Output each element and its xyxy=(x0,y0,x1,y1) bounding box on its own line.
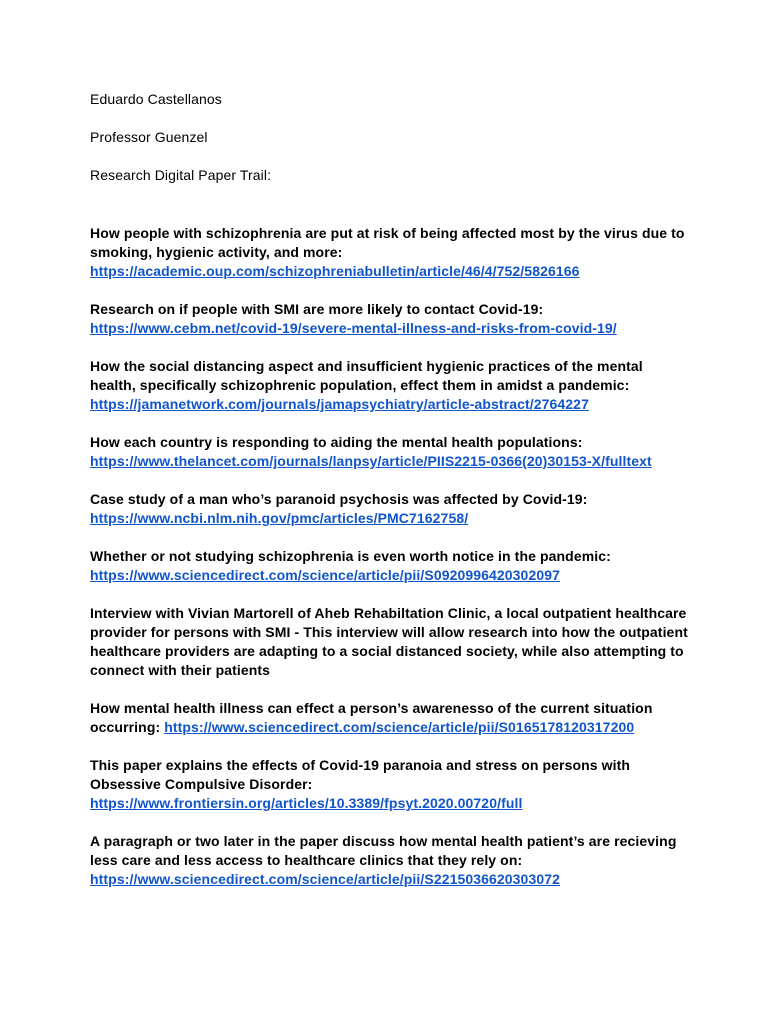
professor-name: Professor Guenzel xyxy=(90,129,208,145)
reference-entry xyxy=(90,357,690,414)
document-page xyxy=(90,90,690,908)
author-name: Eduardo Castellanos xyxy=(90,91,222,107)
reference-description: Case study of a man who’s paranoid psychosis was affected by Covid-19: xyxy=(90,491,588,507)
reference-link[interactable]: https://www.thelancet.com/journals/lanpsy/article/PIIS2215-0366(20)30153-X/fulltext xyxy=(90,453,652,469)
reference-entry xyxy=(90,699,690,737)
reference-link[interactable]: https://www.sciencedirect.com/science/article/pii/S0165178120317200 xyxy=(164,719,635,735)
reference-link[interactable]: https://www.ncbi.nlm.nih.gov/pmc/articles/PMC7162758/ xyxy=(90,510,469,526)
reference-description: How each country is responding to aiding the mental health populations: xyxy=(90,434,583,450)
reference-entry xyxy=(90,433,690,471)
reference-link[interactable]: https://www.frontiersin.org/articles/10.3389/fpsyt.2020.00720/full xyxy=(90,795,523,811)
reference-entry xyxy=(90,756,690,813)
reference-description: Interview with Vivian Martorell of Aheb Rehabiltation Clinic, a local outpatient healthcare provider for persons with SMI - This interview will allow research into how the outpatient healthcare providers are adapting to a social distanced society, while also attempting to connect with their patients xyxy=(90,605,688,678)
reference-description: How people with schizophrenia are put at risk of being affected most by the virus due to smoking, hygienic activity, and more: xyxy=(90,225,685,260)
reference-entry xyxy=(90,832,690,889)
reference-description: A paragraph or two later in the paper discuss how mental health patient’s are recieving less care and less access to healthcare clinics that they rely on: xyxy=(90,833,677,868)
reference-entry xyxy=(90,490,690,528)
reference-entry xyxy=(90,300,690,338)
reference-description: How the social distancing aspect and insufficient hygienic practices of the mental health, specifically schizophrenic population, effect them in amidst a pandemic: xyxy=(90,358,643,393)
reference-entry xyxy=(90,224,690,281)
reference-link[interactable]: https://jamanetwork.com/journals/jamapsychiatry/article-abstract/2764227 xyxy=(90,396,589,412)
reference-description: Whether or not studying schizophrenia is even worth notice in the pandemic: xyxy=(90,548,611,564)
reference-link[interactable]: https://www.sciencedirect.com/science/article/pii/S0920996420302097 xyxy=(90,567,560,583)
reference-entry xyxy=(90,604,690,680)
reference-entry xyxy=(90,547,690,585)
reference-link[interactable]: https://www.sciencedirect.com/science/article/pii/S2215036620303072 xyxy=(90,871,560,887)
document-title: Research Digital Paper Trail: xyxy=(90,167,272,183)
reference-description: This paper explains the effects of Covid-19 paranoia and stress on persons with Obsessive Compulsive Disorder: xyxy=(90,757,631,792)
reference-description: Research on if people with SMI are more likely to contact Covid-19: xyxy=(90,301,544,317)
reference-link[interactable]: https://academic.oup.com/schizophreniabulletin/article/46/4/752/5826166 xyxy=(90,263,580,279)
reference-link[interactable]: https://www.cebm.net/covid-19/severe-mental-illness-and-risks-from-covid-19/ xyxy=(90,320,617,336)
reference-description: How mental health illness can effect a person’s awarenesso of the current situation occurring: xyxy=(90,700,653,735)
